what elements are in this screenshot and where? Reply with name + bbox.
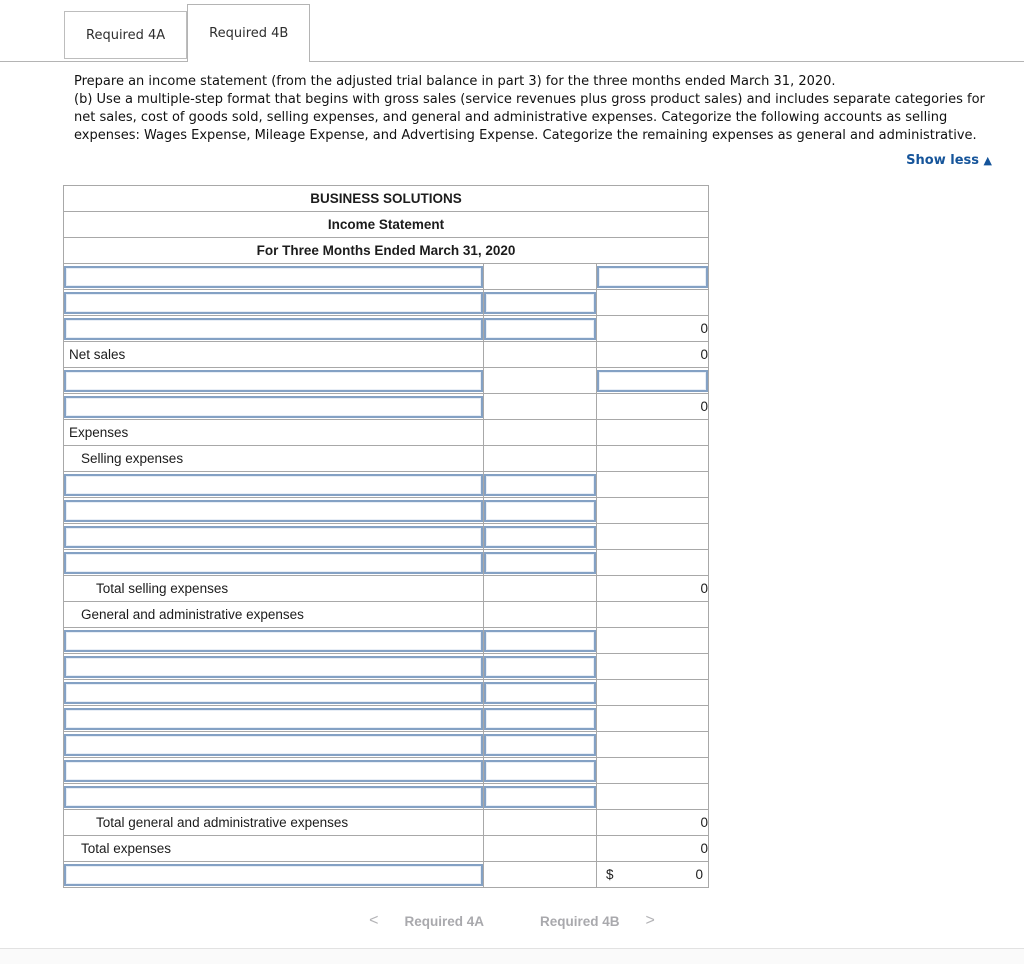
statement-cell-empty: [484, 836, 597, 862]
statement-period: For Three Months Ended March 31, 2020: [64, 238, 709, 264]
statement-row: [64, 472, 709, 498]
chevron-right-icon: >: [645, 912, 655, 929]
row-label: Total general and administrative expenses: [96, 815, 349, 830]
statement-cell-empty: [484, 862, 597, 888]
statement-cell-empty: [597, 706, 709, 732]
statement-cell-label: [64, 810, 484, 836]
statement-cell-input: [64, 524, 484, 550]
statement-input-row20-col1[interactable]: [64, 760, 483, 782]
statement-input-row11-col1[interactable]: [64, 526, 483, 548]
currency-symbol: $: [606, 867, 614, 882]
statement-input-row2-col2[interactable]: [484, 292, 596, 314]
statement-cell-input: [484, 706, 597, 732]
statement-cell-empty: [597, 758, 709, 784]
statement-input-row19-col1[interactable]: [64, 734, 483, 756]
statement-row: [64, 342, 709, 368]
statement-cell-input: [484, 472, 597, 498]
statement-cell-empty: [597, 290, 709, 316]
statement-cell-empty: [484, 810, 597, 836]
statement-row: [64, 810, 709, 836]
statement-input-row18-col1[interactable]: [64, 708, 483, 730]
statement-row: [64, 836, 709, 862]
statement-row: [64, 498, 709, 524]
statement-cell-input: [64, 472, 484, 498]
statement-input-row17-col2[interactable]: [484, 682, 596, 704]
statement-cell-empty: [484, 342, 597, 368]
statement-input-row2-col1[interactable]: [64, 292, 483, 314]
statement-cell-amount: 0: [597, 342, 709, 368]
amount-value: 0: [695, 867, 703, 882]
statement-title: BUSINESS SOLUTIONS: [64, 186, 709, 212]
statement-input-row3-col2[interactable]: [484, 318, 596, 340]
statement-row: [64, 628, 709, 654]
pager-prev-label: Required 4A: [404, 913, 484, 929]
statement-cell-empty: [597, 680, 709, 706]
statement-cell-empty: [597, 550, 709, 576]
statement-cell-input: [64, 498, 484, 524]
pager-next-label: Required 4B: [540, 913, 620, 929]
statement-cell-empty: [484, 264, 597, 290]
statement-cell-label: [64, 342, 484, 368]
statement-cell-amount: 0: [597, 316, 709, 342]
statement-cell-input: [484, 732, 597, 758]
statement-cell-label: [64, 420, 484, 446]
statement-cell-input: [484, 758, 597, 784]
statement-input-row1-col1[interactable]: [64, 266, 483, 288]
statement-row: [64, 758, 709, 784]
statement-row: [64, 654, 709, 680]
statement-row: [64, 290, 709, 316]
statement-input-row10-col1[interactable]: [64, 500, 483, 522]
statement-cell-input: [484, 784, 597, 810]
statement-input-row16-col2[interactable]: [484, 656, 596, 678]
statement-input-row19-col2[interactable]: [484, 734, 596, 756]
statement-cell-label: [64, 602, 484, 628]
statement-row: [64, 368, 709, 394]
statement-row: [64, 602, 709, 628]
chevron-left-icon: <: [369, 912, 379, 929]
statement-cell-empty: [597, 732, 709, 758]
statement-cell-amount: 0: [597, 836, 709, 862]
statement-period-row: [64, 238, 709, 264]
statement-row: [64, 316, 709, 342]
statement-subtitle: Income Statement: [64, 212, 709, 238]
statement-input-row15-col1[interactable]: [64, 630, 483, 652]
statement-row: [64, 446, 709, 472]
tab-strip: [0, 0, 1024, 62]
statement-cell-input: [64, 628, 484, 654]
statement-input-row11-col2[interactable]: [484, 526, 596, 548]
statement-row: [64, 576, 709, 602]
statement-title-row: [64, 186, 709, 212]
statement-cell-input: [484, 498, 597, 524]
statement-cell-input: [64, 550, 484, 576]
statement-cell-empty: [597, 654, 709, 680]
statement-cell-input: [64, 784, 484, 810]
statement-input-row6-col1[interactable]: [64, 396, 483, 418]
statement-cell-input: [484, 290, 597, 316]
tab-required-4b[interactable]: Required 4B: [187, 4, 310, 62]
collapse-triangle-icon: ▲: [983, 154, 992, 167]
statement-cell-input: [64, 680, 484, 706]
statement-cell-empty: [597, 784, 709, 810]
statement-cell-input: [64, 654, 484, 680]
statement-input-row15-col2[interactable]: [484, 630, 596, 652]
pager-prev-required-4a[interactable]: [369, 912, 484, 930]
statement-input-row1-col3[interactable]: [597, 266, 708, 288]
statement-cell-input: [64, 368, 484, 394]
income-statement-table: [63, 185, 709, 888]
statement-cell-empty: [597, 446, 709, 472]
statement-cell-input: [484, 316, 597, 342]
statement-input-row24-col1[interactable]: [64, 864, 483, 886]
pager: [0, 912, 1024, 930]
statement-cell-input: [597, 368, 709, 394]
statement-cell-input: [64, 264, 484, 290]
statement-input-row5-col1[interactable]: [64, 370, 483, 392]
statement-input-row9-col2[interactable]: [484, 474, 596, 496]
statement-input-row12-col2[interactable]: [484, 552, 596, 574]
statement-row: [64, 862, 709, 888]
statement-cell-input: [484, 550, 597, 576]
statement-cell-input: [64, 732, 484, 758]
statement-cell-empty: [597, 602, 709, 628]
statement-cell-amount: 0: [597, 394, 709, 420]
row-label: General and administrative expenses: [81, 607, 304, 622]
instructions-line-1: Prepare an income statement (from the adjusted trial balance in part 3) for the three months ended March 31, 2020.: [74, 74, 836, 89]
statement-cell-input: [484, 524, 597, 550]
statement-input-row17-col1[interactable]: [64, 682, 483, 704]
statement-cell-input: [484, 680, 597, 706]
statement-cell-empty: [597, 420, 709, 446]
statement-cell-empty: [597, 628, 709, 654]
statement-cell-label: [64, 446, 484, 472]
statement-cell-empty: [597, 472, 709, 498]
statement-cell-empty: [597, 498, 709, 524]
statement-input-row16-col1[interactable]: [64, 656, 483, 678]
statement-input-row9-col1[interactable]: [64, 474, 483, 496]
footer-strip: [0, 948, 1024, 964]
statement-row: [64, 420, 709, 446]
statement-cell-empty: [484, 602, 597, 628]
statement-input-row20-col2[interactable]: [484, 760, 596, 782]
row-label: Selling expenses: [81, 451, 184, 466]
statement-cell-empty: [484, 368, 597, 394]
instructions: [74, 73, 1006, 145]
instructions-line-2: (b) Use a multiple-step format that begins with gross sales (service revenues plus gross product sales) and includes separate categories for net sales, cost of goods sold, selling expenses, and general and administrative expenses. Categorize the following accounts as selling expenses: Wages Expense, Mileage Expense, and Advertising Expense. Categorize the remaining expenses as general and administrative.: [74, 92, 985, 143]
statement-row: [64, 680, 709, 706]
statement-cell-label: [64, 576, 484, 602]
statement-cell-amount: 0: [597, 576, 709, 602]
statement-cell-input: [484, 628, 597, 654]
statement-input-row18-col2[interactable]: [484, 708, 596, 730]
statement-row: [64, 732, 709, 758]
statement-cell-empty: [484, 576, 597, 602]
statement-input-row10-col2[interactable]: [484, 500, 596, 522]
statement-row: [64, 264, 709, 290]
statement-cell-amount: 0: [597, 810, 709, 836]
statement-cell-empty: [484, 420, 597, 446]
statement-cell-label: [64, 836, 484, 862]
row-label: Total selling expenses: [96, 581, 229, 596]
statement-input-row5-col3[interactable]: [597, 370, 708, 392]
show-less-link[interactable]: [0, 153, 992, 168]
statement-body: [64, 264, 709, 888]
statement-row: [64, 524, 709, 550]
statement-cell-empty: [597, 524, 709, 550]
statement-cell-empty: [484, 394, 597, 420]
statement-row: [64, 784, 709, 810]
statement-input-row3-col1[interactable]: [64, 318, 483, 340]
row-label: Net sales: [69, 347, 126, 362]
statement-row: [64, 394, 709, 420]
statement-cell-input: [64, 706, 484, 732]
statement-cell-input: [64, 758, 484, 784]
statement-cell-input: [64, 394, 484, 420]
statement-cell-amount: [597, 862, 709, 888]
statement-cell-input: [64, 316, 484, 342]
row-label: Total expenses: [81, 841, 172, 856]
statement-cell-input: [64, 290, 484, 316]
pager-next-required-4b[interactable]: [540, 912, 655, 930]
statement-subtitle-row: [64, 212, 709, 238]
statement-row: [64, 550, 709, 576]
statement-input-row21-col2[interactable]: [484, 786, 596, 808]
row-label: Expenses: [69, 425, 129, 440]
tab-required-4a[interactable]: Required 4A: [64, 11, 187, 59]
statement-cell-empty: [484, 446, 597, 472]
show-less-label: Show less: [906, 153, 979, 168]
statement-input-row12-col1[interactable]: [64, 552, 483, 574]
statement-input-row21-col1[interactable]: [64, 786, 483, 808]
statement-cell-input: [64, 862, 484, 888]
statement-cell-input: [597, 264, 709, 290]
statement-row: [64, 706, 709, 732]
statement-cell-input: [484, 654, 597, 680]
